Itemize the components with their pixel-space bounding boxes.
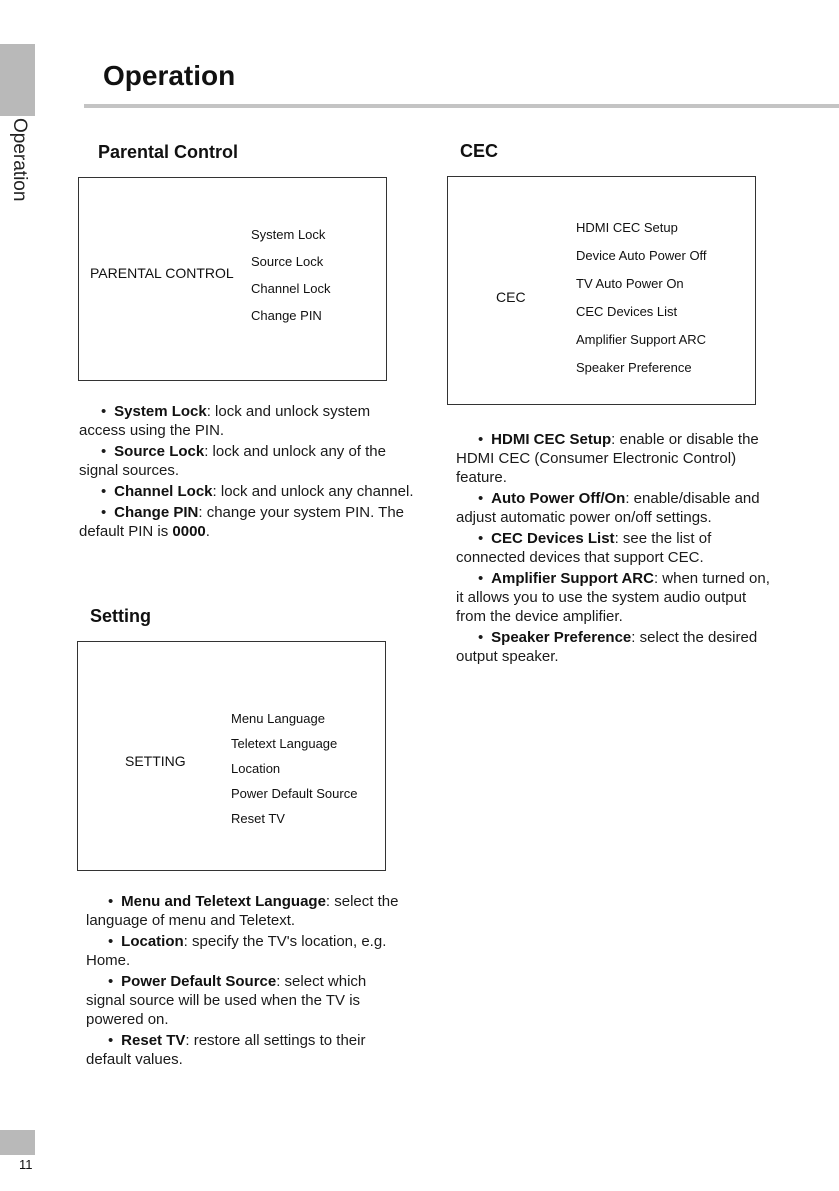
menu-item-location: Location <box>231 761 281 776</box>
setting-descriptions <box>86 892 406 1071</box>
cec-menu-items <box>576 220 707 388</box>
desc-auto-power-off-on: • Auto Power Off/On: enable/disable and adjust automatic power on/off settings. <box>456 490 760 526</box>
desc-reset-tv: • Reset TV: restore all settings to their default values. <box>86 1032 366 1068</box>
side-label-text: Operation <box>9 118 30 202</box>
parental-control-descriptions <box>79 402 419 543</box>
menu-item-system-lock: System Lock <box>251 227 326 242</box>
desc-channel-lock: • Channel Lock: lock and unlock any channel. <box>101 483 414 500</box>
side-label <box>5 118 33 213</box>
desc-cec-devices-list: • CEC Devices List: see the list of connected devices that support CEC. <box>456 530 712 566</box>
menu-item-hdmi-cec-setup: HDMI CEC Setup <box>576 220 678 235</box>
desc-hdmi-cec-setup: • HDMI CEC Setup: enable or disable the HDMI CEC (Consumer Electronic Control) feature. <box>456 431 759 486</box>
desc-change-pin: • Change PIN: change your system PIN. The default PIN is 0000. <box>79 504 405 540</box>
menu-item-menu-language: Menu Language <box>231 711 325 726</box>
desc-power-default-source: • Power Default Source: select which signal source will be used when the TV is powered on. <box>86 973 367 1028</box>
parental-control-menu-items <box>251 227 331 335</box>
desc-amplifier-support-arc: • Amplifier Support ARC: when turned on, it allows you to use the system audio output from the device amplifier. <box>456 570 770 625</box>
menu-item-tv-auto-power-on: TV Auto Power On <box>576 276 684 291</box>
menu-item-channel-lock: Channel Lock <box>251 281 331 296</box>
menu-item-power-default-source: Power Default Source <box>231 786 358 801</box>
side-tab-marker <box>0 44 35 116</box>
desc-location: • Location: specify the TV's location, e.g. Home. <box>86 933 387 969</box>
cec-menu-name: CEC <box>496 289 526 305</box>
menu-item-source-lock: Source Lock <box>251 254 324 269</box>
desc-system-lock: • System Lock: lock and unlock system access using the PIN. <box>79 403 371 439</box>
title-rule <box>84 104 839 108</box>
parental-control-heading: Parental Control <box>98 142 239 162</box>
desc-source-lock: • Source Lock: lock and unlock any of the signal sources. <box>79 443 386 479</box>
cec-descriptions <box>456 430 771 668</box>
page-number: 11 <box>19 1157 33 1172</box>
menu-item-change-pin: Change PIN <box>251 308 322 323</box>
menu-item-amplifier-support-arc: Amplifier Support ARC <box>576 332 707 347</box>
cec-menu-box <box>447 176 756 405</box>
setting-menu-items <box>231 711 357 836</box>
menu-item-speaker-preference: Speaker Preference <box>576 360 692 375</box>
desc-menu-teletext-language: • Menu and Teletext Language: select the language of menu and Teletext. <box>86 893 399 929</box>
setting-heading: Setting <box>90 606 151 626</box>
menu-item-teletext-language: Teletext Language <box>231 736 338 751</box>
desc-speaker-preference: • Speaker Preference: select the desired output speaker. <box>456 629 758 665</box>
page-number-tab <box>0 1130 35 1155</box>
menu-item-device-auto-power-off: Device Auto Power Off <box>576 248 707 263</box>
parental-control-menu-box <box>78 177 387 381</box>
setting-menu-name: SETTING <box>125 753 186 769</box>
setting-menu-box <box>77 641 386 871</box>
parental-control-menu-name: PARENTAL CONTROL <box>90 265 234 281</box>
menu-item-reset-tv: Reset TV <box>231 811 285 826</box>
page-title: Operation <box>103 60 236 91</box>
cec-heading: CEC <box>460 141 499 161</box>
menu-item-cec-devices-list: CEC Devices List <box>576 304 678 319</box>
